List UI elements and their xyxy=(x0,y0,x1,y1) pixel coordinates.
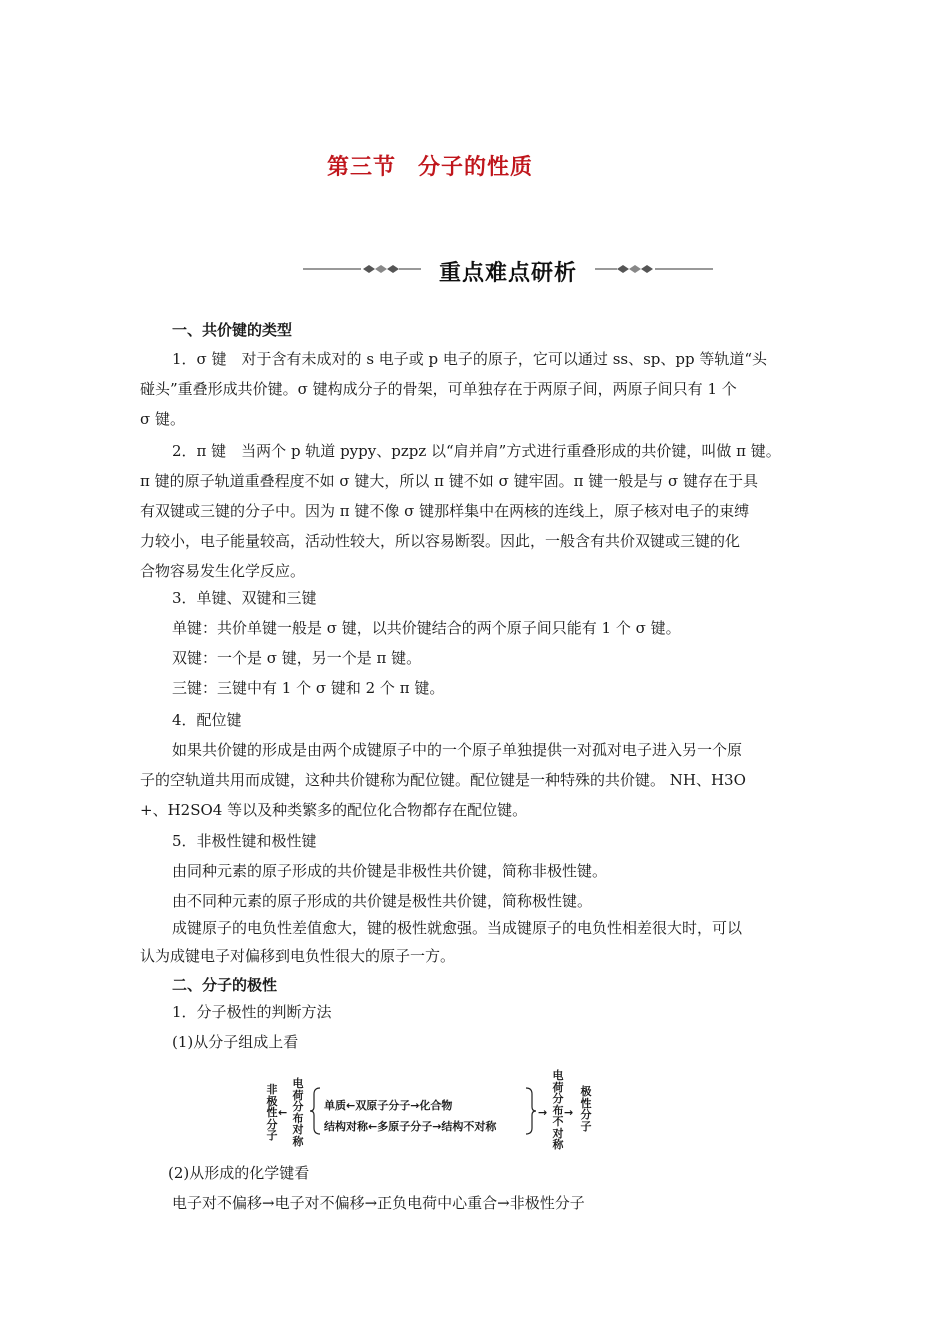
nonpolar-molecule-label: 非极性分子 xyxy=(266,1083,278,1142)
text-line: 认为成键电子对偏移到电负性很大的原子一方。 xyxy=(140,947,456,965)
text-line: 三键：三键中有 1 个 σ 键和 2 个 π 键。 xyxy=(172,679,445,697)
text-line: (1)从分子组成上看 xyxy=(172,1033,299,1051)
text-line: 有双键或三键的分子中。因为 π 键不像 σ 键那样集中在两核的连线上，原子核对电子的束缚 xyxy=(140,502,750,520)
text-line: 如果共价键的形成是由两个成键原子中的一个原子单独提供一对孤对电子进入另一个原 xyxy=(172,741,743,759)
subheading: 4．配位键 xyxy=(172,711,242,729)
text-line: σ 键。 xyxy=(140,410,186,428)
page-title xyxy=(0,150,860,181)
left-arrow: ← xyxy=(278,1106,288,1119)
text-line: 双键：一个是 σ 键，另一个是 π 键。 xyxy=(172,649,422,667)
section-banner xyxy=(303,255,713,285)
text-line: 单键：共价单键一般是 σ 键，以共价键结合的两个原子间只能有 1 个 σ 键。 xyxy=(172,619,681,637)
text-line: 合物容易发生化学反应。 xyxy=(140,562,306,580)
subheading: 1．分子极性的判断方法 xyxy=(172,1003,332,1021)
text-line: 由不同种元素的原子形成的共价键是极性共价键，简称极性键。 xyxy=(172,892,593,910)
symmetric-charge-label: 电荷分布对称 xyxy=(292,1077,304,1148)
right-bracket-icon xyxy=(524,1086,538,1136)
heading-2: 二、分子的极性 xyxy=(172,976,278,994)
section-number: 第三节 xyxy=(326,155,396,180)
composition-row-1: 单质←双原子分子→化合物 xyxy=(324,1099,453,1112)
right-arrow-2: → xyxy=(564,1106,574,1119)
text-line: (2)从形成的化学键看 xyxy=(168,1164,310,1182)
asymmetric-charge-label: 电荷分布不对称 xyxy=(552,1069,564,1151)
text-line: 2．π 键 当两个 p 轨道 pypy、pzpz 以“肩并肩”方式进行重叠形成的共价键，叫做 π 键。 xyxy=(172,442,781,460)
text-line: 碰头”重叠形成共价键。σ 键构成分子的骨架，可单独存在于两原子间，两原子间只有 1 个 xyxy=(140,380,737,398)
section-title: 分子的性质 xyxy=(418,155,534,180)
molecular-polarity-diagram xyxy=(262,1068,602,1166)
polar-molecule-label: 极性分子 xyxy=(580,1085,592,1133)
text-line: π 键的原子轨道重叠程度不如 σ 键大，所以 π 键不如 σ 键牢固。π 键一般是与 σ 键存在于具 xyxy=(140,472,758,490)
banner-title: 重点难点研析 xyxy=(438,261,577,286)
text-line: 由同种元素的原子形成的共价键是非极性共价键，简称非极性键。 xyxy=(172,862,608,880)
text-line: 成键原子的电负性差值愈大，键的极性就愈强。当成键原子的电负性相差很大时，可以 xyxy=(172,919,743,937)
text-line: +、H2SO4 等以及种类繁多的配位化合物都存在配位键。 xyxy=(140,801,528,819)
subheading: 5．非极性键和极性键 xyxy=(172,832,317,850)
heading-1: 一、共价键的类型 xyxy=(172,321,293,339)
text-line: 1．σ 键 对于含有未成对的 s 电子或 p 电子的原子，它可以通过 ss、sp、pp 等轨道“头 xyxy=(172,350,768,368)
composition-row-2: 结构对称←多原子分子→结构不对称 xyxy=(324,1120,497,1133)
left-bracket-icon xyxy=(310,1086,324,1136)
text-line: 电子对不偏移→电子对不偏移→正负电荷中心重合→非极性分子 xyxy=(172,1194,585,1212)
text-line: 子的空轨道共用而成键，这种共价键称为配位键。配位键是一种特殊的共价键。 NH、H3O xyxy=(140,771,746,789)
text-line: 力较小，电子能量较高，活动性较大，所以容易断裂。因此，一般含有共价双键或三键的化 xyxy=(140,532,741,550)
right-arrow: → xyxy=(538,1106,548,1119)
subheading: 3．单键、双键和三键 xyxy=(172,589,317,607)
